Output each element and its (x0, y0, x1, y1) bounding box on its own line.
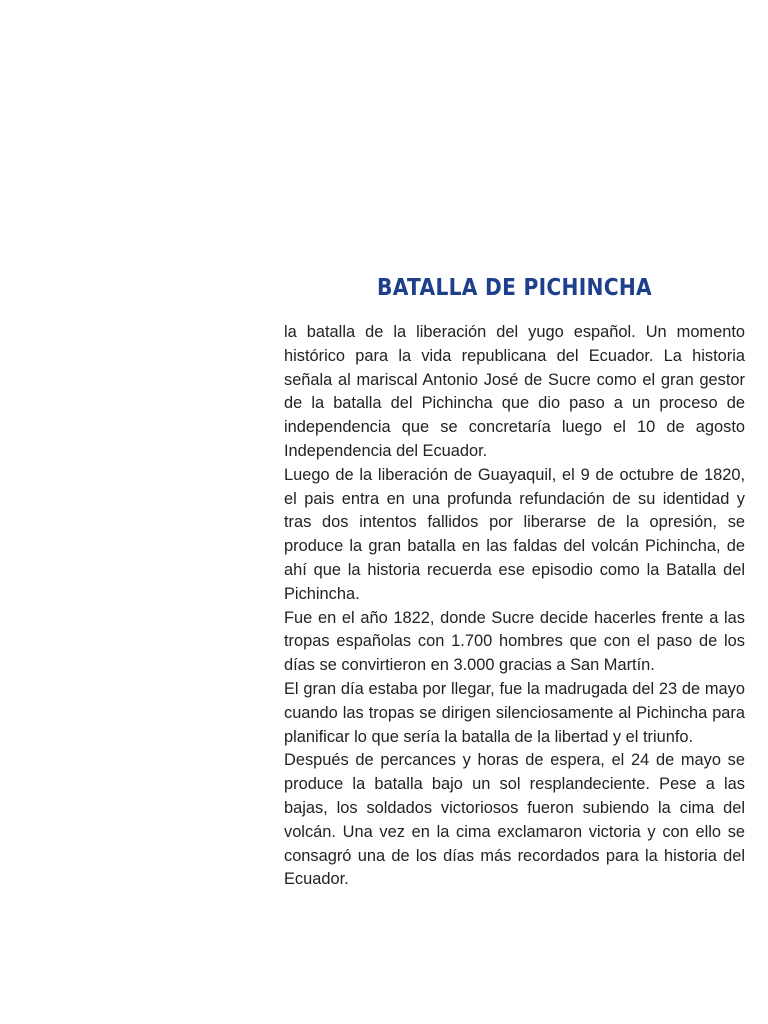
article-body (284, 321, 745, 892)
paragraph: El gran día estaba por llegar, fue la madrugada del 23 de mayo cuando las tropas se dirigen silenciosamente al Pichincha para planificar lo que sería la batalla de la libertad y el triunfo. (284, 679, 745, 746)
paragraph: la batalla de la liberación del yugo español. Un momento histórico para la vida republicana del Ecuador. La historia señala al mariscal Antonio José de Sucre como el gran gestor de la batalla del Pichincha que dio paso a un proceso de independencia que se concretaría luego el 10 de agosto Independencia del Ecuador. (284, 323, 745, 460)
paragraph: Luego de la liberación de Guayaquil, el 9 de octubre de 1820, el pais entra en una profunda refundación de su identidad y tras dos intentos fallidos por liberarse de la opresión, se produce la gran batalla en las faldas del volcán Pichincha, de ahí que la historia recuerda ese episodio como la Batalla del Pichincha. (284, 465, 745, 603)
article-title: BATALLA DE PICHINCHA (377, 275, 652, 301)
paragraph: Fue en el año 1822, donde Sucre decide hacerles frente a las tropas españolas con 1.700 hombres que con el paso de los días se convirtieron en 3.000 gracias a San Martín. (284, 608, 745, 675)
paragraph: Después de percances y horas de espera, el 24 de mayo se produce la batalla bajo un sol resplandeciente. Pese a las bajas, los soldados victoriosos fueron subiendo la cima del volcán. Una vez en la cima exclamaron victoria y con ello se consagró una de los días más recordados para la historia del Ecuador. (284, 751, 745, 889)
